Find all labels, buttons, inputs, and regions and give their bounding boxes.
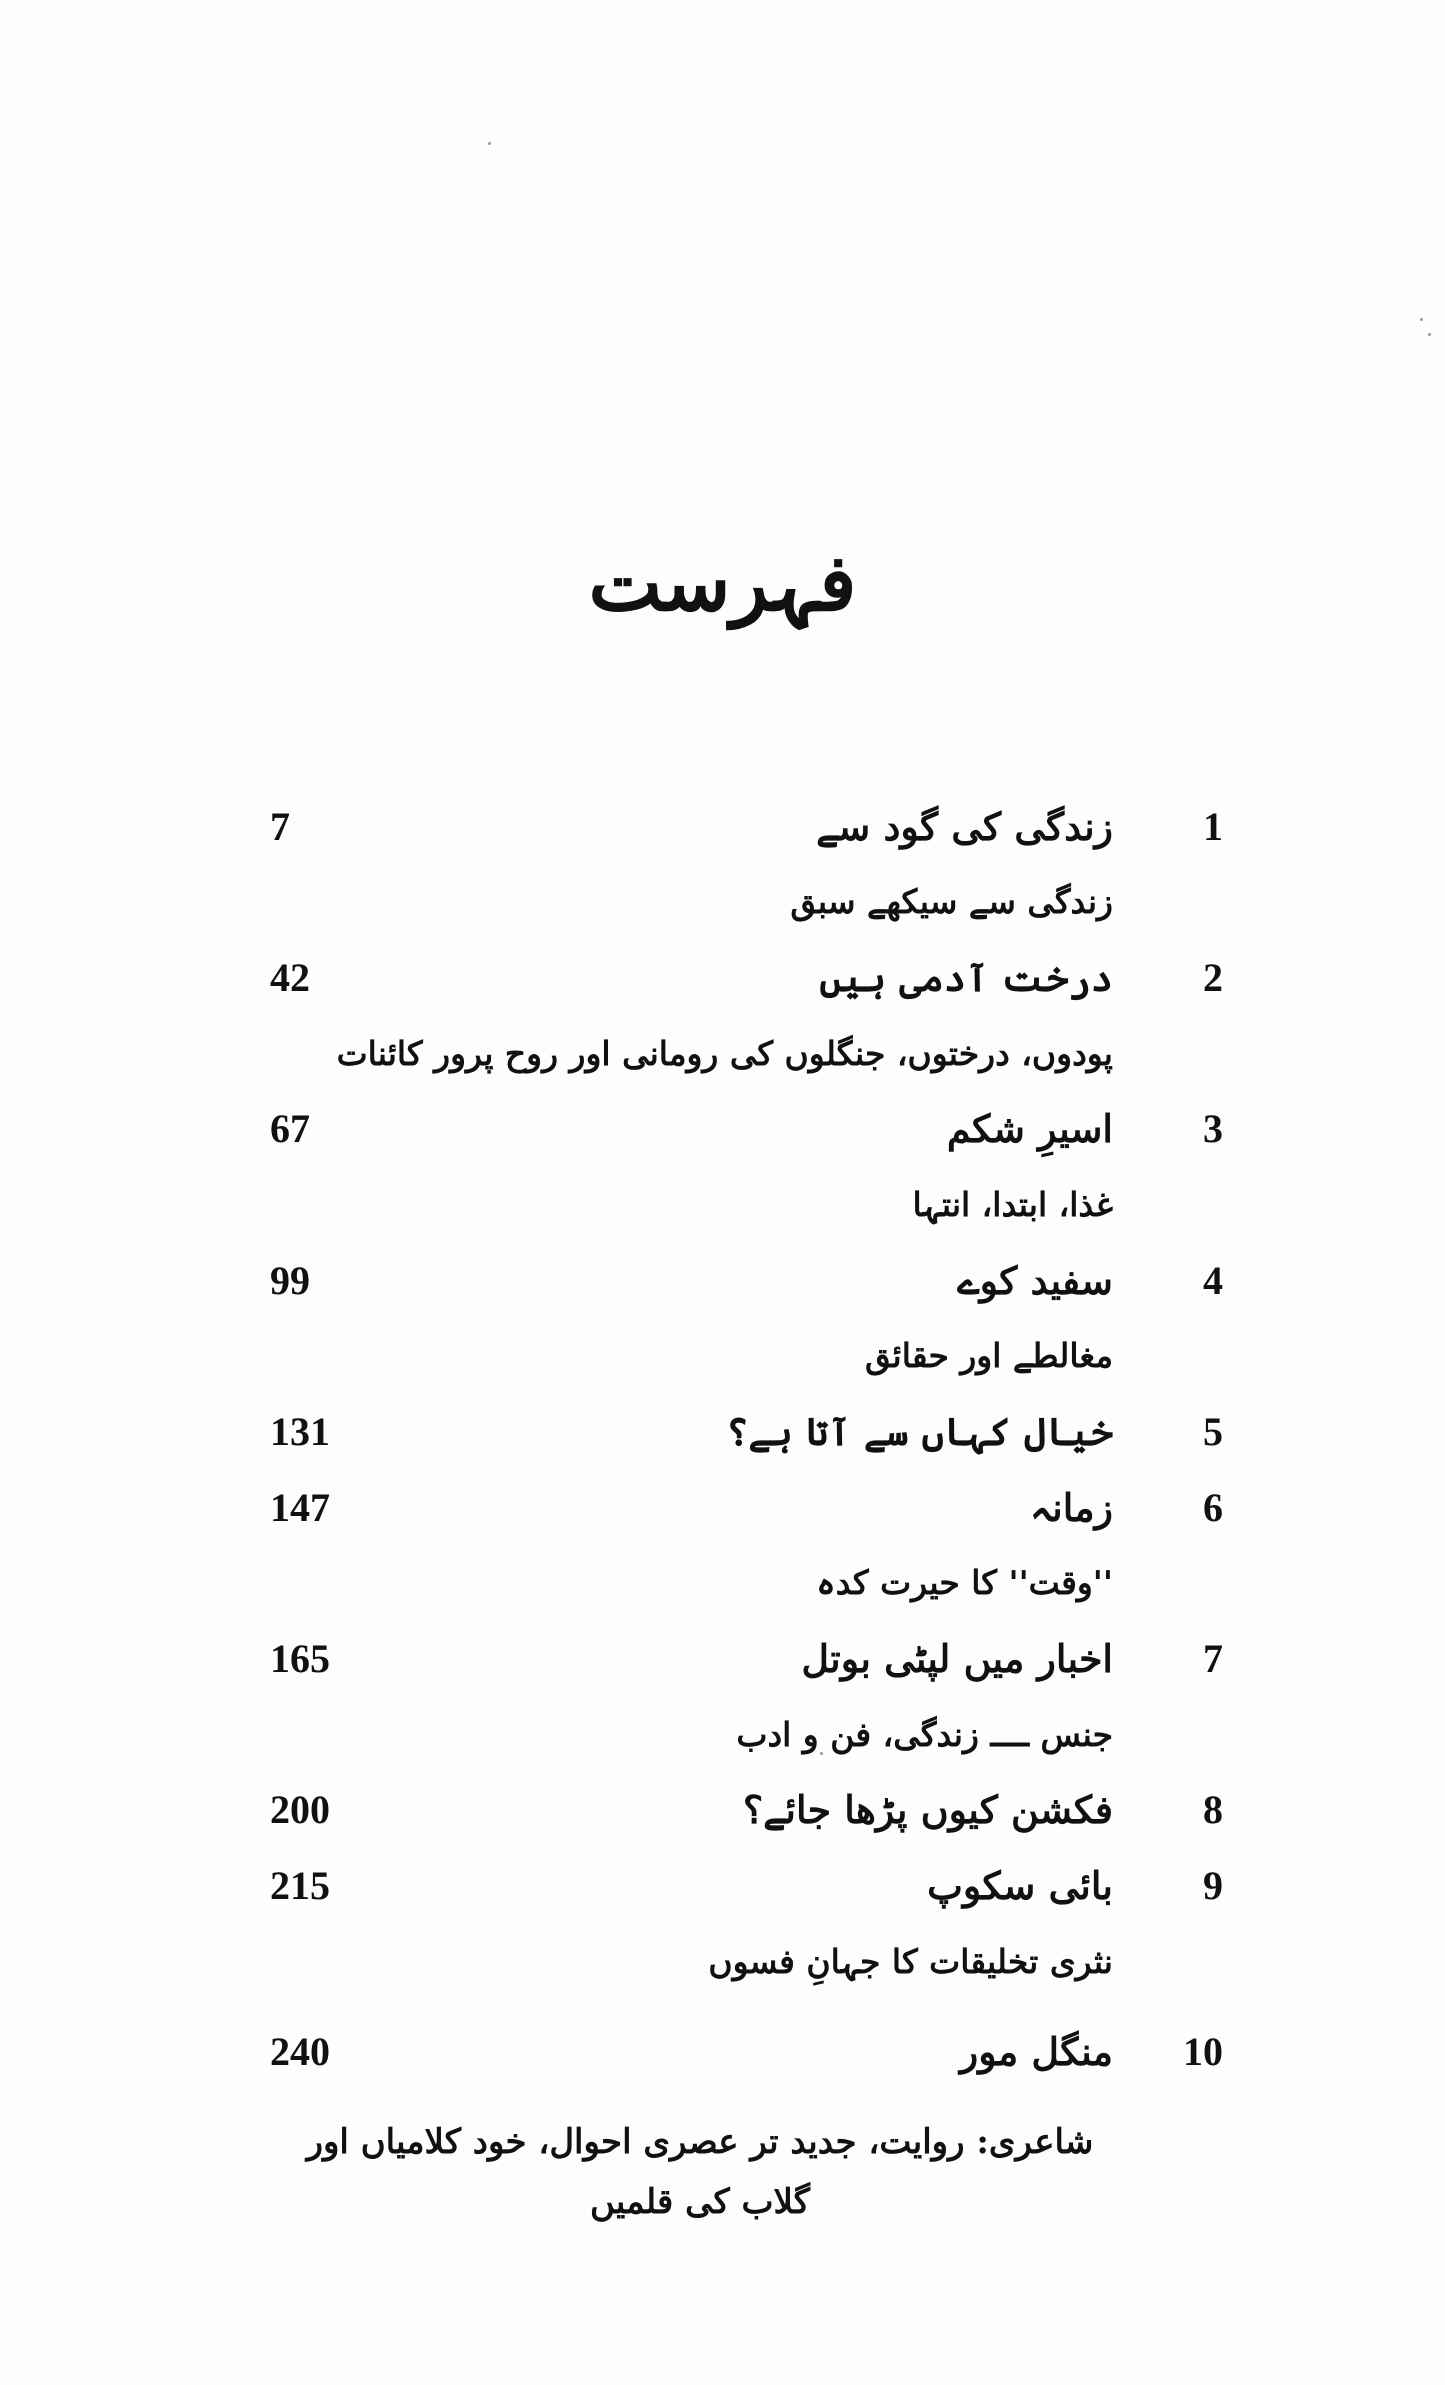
entry-number: 10 <box>1183 2029 1223 2074</box>
entry-page-number: 200 <box>270 1787 330 1832</box>
entry-number: 7 <box>1203 1636 1223 1681</box>
entry-title: سفید کوے <box>957 1258 1113 1303</box>
entry-subtitle: زندگی سے سیکھے سبق <box>790 882 1113 921</box>
entry-number: 1 <box>1203 804 1223 849</box>
entry-page-number: 131 <box>270 1409 330 1454</box>
toc-subtitle-row <box>0 1024 1445 1084</box>
entry-subtitle: نثری تخلیقات کا جہانِ فسوں <box>708 1942 1113 1981</box>
toc-entry <box>0 1478 1445 1538</box>
entry-title: فکشن کیوں پڑھا جائے؟ <box>743 1787 1113 1832</box>
entry-title: اخبار میں لپٹی بوتل <box>801 1636 1113 1681</box>
toc-entry <box>0 2022 1445 2082</box>
entry-title: خیال کہاں سے آتا ہے؟ <box>726 1409 1113 1454</box>
paper-speck <box>488 142 491 145</box>
entry-page-number: 147 <box>270 1485 330 1530</box>
entry-title: زندگی کی گود سے <box>816 804 1113 849</box>
entry-number: 4 <box>1203 1258 1223 1303</box>
entry-page-number: 99 <box>270 1258 310 1303</box>
entry-subtitle: پودوں، درختوں، جنگلوں کی رومانی اور روح پرور کائنات <box>336 1034 1113 1073</box>
entry-subtitle-footer: شاعری: روایت، جدید تر عصری احوال، خود کلامیاں اور گلاب کی قلمیں <box>306 2122 1094 2222</box>
toc-entry <box>0 1402 1445 1462</box>
entry-page-number: 7 <box>270 804 290 849</box>
toc-subtitle-row <box>0 1326 1445 1386</box>
entry-page-number: 215 <box>270 1863 330 1908</box>
entry-title: بائی سکوپ <box>927 1863 1113 1908</box>
toc-subtitle-row <box>0 1705 1445 1765</box>
entry-number: 5 <box>1203 1409 1223 1454</box>
entry-page-number: 42 <box>270 955 310 1000</box>
paper-speck <box>1428 333 1431 336</box>
toc-subtitle-row <box>0 872 1445 932</box>
page-title: فہرست <box>588 538 857 629</box>
entry-number: 8 <box>1203 1787 1223 1832</box>
toc-subtitle-row <box>0 1175 1445 1235</box>
toc-subtitle-row <box>0 1932 1445 1992</box>
entry-title: اسیرِ شکم <box>946 1106 1113 1151</box>
toc-entry <box>0 797 1445 857</box>
entry-title: درخت آدمی ہیں <box>819 955 1113 1000</box>
toc-entry <box>0 1629 1445 1689</box>
toc-entry <box>0 1780 1445 1840</box>
entry-page-number: 165 <box>270 1636 330 1681</box>
toc-entry <box>0 1099 1445 1159</box>
entry-subtitle: مغالطے اور حقائق <box>865 1336 1113 1375</box>
paper-speck <box>1420 318 1423 321</box>
entry-page-number: 67 <box>270 1106 310 1151</box>
entry-number: 9 <box>1203 1863 1223 1908</box>
entry-title: زمانہ <box>1029 1485 1113 1530</box>
entry-number: 6 <box>1203 1485 1223 1530</box>
toc-entry <box>0 1856 1445 1916</box>
entry-subtitle: غذا، ابتدا، انتہا <box>912 1185 1113 1224</box>
entry-subtitle: جنس ــــ زندگی، فن و ادب <box>736 1715 1113 1754</box>
entry-subtitle: ''وقت'' کا حیرت کدہ <box>816 1563 1113 1602</box>
entry-title: منگل مور <box>959 2029 1113 2074</box>
toc-entry <box>0 948 1445 1008</box>
toc-subtitle-row <box>0 1553 1445 1613</box>
entry-number: 2 <box>1203 955 1223 1000</box>
entry-number: 3 <box>1203 1106 1223 1151</box>
entry-page-number: 240 <box>270 2029 330 2074</box>
toc-entry <box>0 1251 1445 1311</box>
